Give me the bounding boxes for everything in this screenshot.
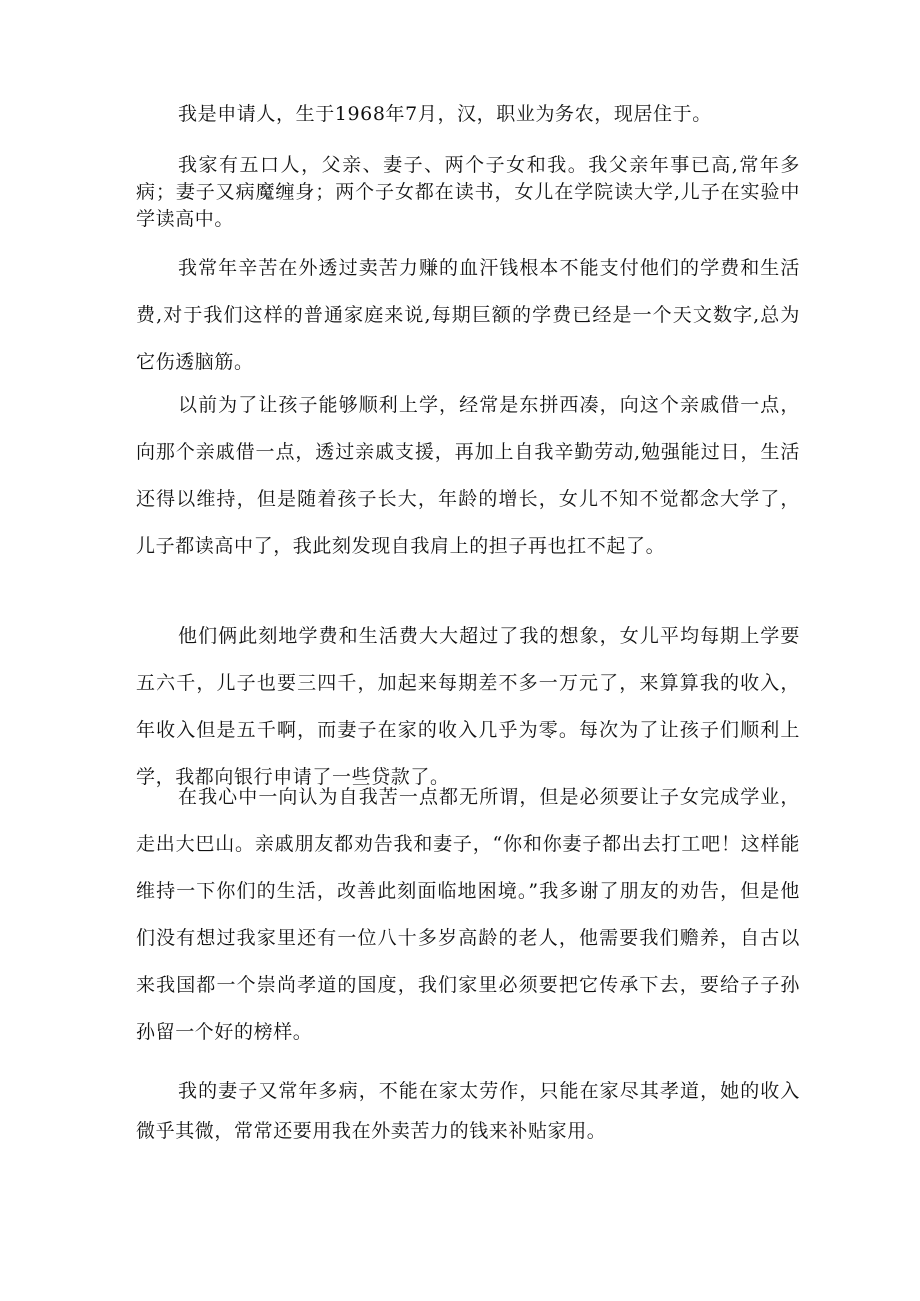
paragraph-applicant-info: 我是申请人，生于1968年7月，汉，职业为务农，现居住于。	[178, 103, 712, 125]
paragraph-wife-illness: 我的妻子又常年多病，不能在家太劳作，只能在家尽其孝道，她的收入微乎其微，常常还要用我在外卖苦力的钱来补贴家用。	[136, 1080, 800, 1142]
paragraph-elder-care: 在我心中一向认为自我苦一点都无所谓，但是必须要让子女完成学业，走出大巴山。亲戚朋友都劝告我和妻子，“你和你妻子都出去打工吧！这样能维持一下你们的生活，改善此刻面临地困境。”我多谢了朋友的劝告，但是他们没有想过我家里还有一位八十多岁高龄的老人，他需要我们赡养，自古以来我国都一个崇尚孝道的国度，我们家里必须要把它传承下去，要给子子孙孙留一个好的榜样。	[136, 786, 800, 1043]
paragraph-expenses-income: 他们俩此刻地学费和生活费大大超过了我的想象，女儿平均每期上学要五六千，儿子也要三四千，加起来每期差不多一万元了，来算算我的收入，年收入但是五千啊，而妻子在家的收入几乎为零。每次为了让孩子们顺利上学，我都向银行申请了一些贷款了。	[136, 625, 800, 788]
paragraph-borrowing-history: 以前为了让孩子能够顺利上学，经常是东拼西凑，向这个亲戚借一点，向那个亲戚借一点，透过亲戚支援，再加上自我辛勤劳动,勉强能过日，生活还得以维持，但是随着孩子长大，年龄的增长，女儿不知不觉都念大学了，儿子都读高中了，我此刻发现自我肩上的担子再也扛不起了。	[136, 394, 800, 557]
paragraph-family-members: 我家有五口人，父亲、妻子、两个子女和我。我父亲年事已高,常年多病；妻子又病魔缠身；两个子女都在读书，女儿在学院读大学,儿子在实验中学读高中。	[136, 154, 800, 230]
paragraph-tuition-burden: 我常年辛苦在外透过卖苦力赚的血汗钱根本不能支付他们的学费和生活费,对于我们这样的普通家庭来说,每期巨额的学费已经是一个天文数字,总为它伤透脑筋。	[136, 257, 800, 373]
